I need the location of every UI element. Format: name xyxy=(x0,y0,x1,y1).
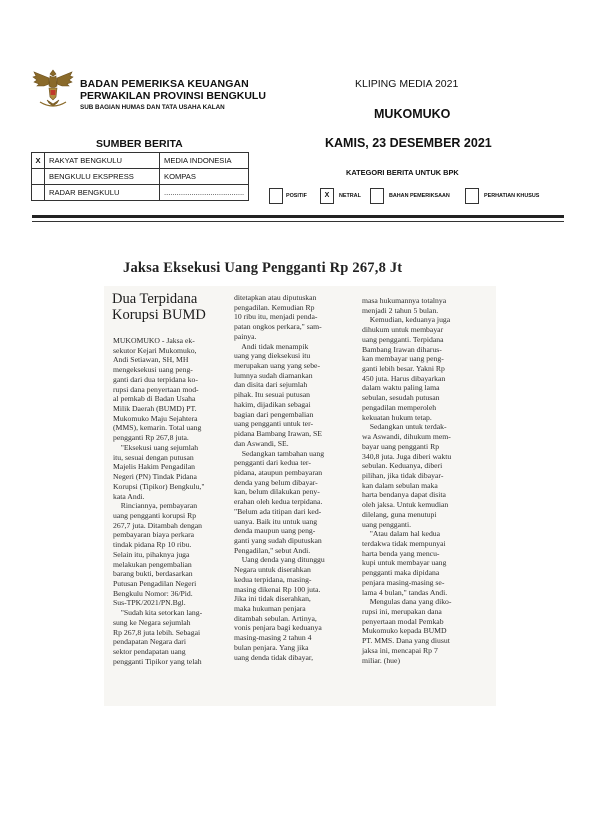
sources-title: SUMBER BERITA xyxy=(96,138,183,150)
source-mark: X xyxy=(32,153,45,169)
source-name: RADAR BENGKULU xyxy=(45,185,160,201)
source-name: KOMPAS xyxy=(160,169,249,185)
header-divider-thin xyxy=(32,221,564,222)
source-name: BENGKULU EKSPRESS xyxy=(45,169,160,185)
source-row xyxy=(32,153,249,169)
category-positif-label: POSITIF xyxy=(286,193,307,199)
source-name: RAKYAT BENGKULU xyxy=(45,153,160,169)
article-column-1: MUKOMUKO - Jaksa ek- sekutor Kejari Mukomuko, Andi Setiawan, SH, MH mengeksekusi uang peng- ganti dari dua terpidana ko- rupsi dana penyertaan mod- al pemkab di Badan Usaha Milik Daerah (BUMD) PT. Mukomuko Maju Sejahtera (MMS), kemarin. Total uang pengganti Rp 267,8 juta. "Eksekusi uang sejumlah itu, sesuai dengan putusan Majelis Hakim Pengadilan Negeri (PN) Tindak Pidana Korupsi (Tipikor) Bengkulu," kata Andi. Rinciannya, pembayaran uang pengganti korupsi Rp 267,7 juta. Ditambah dengan pembayaran biaya perkara tindak pidana Rp 10 ribu. Selain itu, pihaknya juga melakukan pengembalian barang bukti, berdasarkan Putusan Pengadilan Negeri Bengkulu Nomor: 36/Pid. Sus-TPK/2021/PN.Bgl. "Sudah kita setorkan lang- sung ke Negara sejumlah Rp 267,8 juta lebih. Sebagai pendapatan Negara dari sektor pendapatan uang pengganti Tipikor yang telah xyxy=(113,336,205,666)
category-bahan-label: BAHAN PEMERIKSAAN xyxy=(389,193,450,199)
org-name-line3: SUB BAGIAN HUMAS DAN TATA USAHA KALAN xyxy=(80,104,225,111)
category-title: KATEGORI BERITA UNTUK BPK xyxy=(346,168,459,177)
sources-table xyxy=(31,152,249,201)
category-netral-label: NETRAL xyxy=(339,193,361,199)
category-netral-checkbox: X xyxy=(320,188,334,204)
header-divider xyxy=(32,215,564,218)
article-headline: Jaksa Eksekusi Uang Pengganti Rp 267,8 Jt xyxy=(123,260,403,276)
article-subhead: Dua Terpidana Korupsi BUMD xyxy=(112,291,206,323)
region-title: MUKOMUKO xyxy=(374,107,451,121)
garuda-emblem-icon xyxy=(30,64,76,110)
category-perhatian-checkbox xyxy=(465,188,479,204)
kliping-title: KLIPING MEDIA 2021 xyxy=(355,78,459,90)
article-column-2: ditetapkan atau diputuskan pengadilan. Kemudian Rp 10 ribu itu, menjadi penda- patan ongkos perkara," sam- painya. Andi tidak menampik uang yang dieksekusi itu merupakan uang yang sebe- lumnya sudah diamankan dan disita dari sejumlah pihak. Itu sesuai putusan hakim, dijadikan sebagai bagian dari pengembalian uang pengganti untuk ter- pidana Bambang Irawan, SE dan Aswandi, SE. Sedangkan tambahan uang pengganti dari kedua ter- pidana, ataupun pembayaran denda yang belum dibayar- kan, belum dilakukan peny- erahan oleh kedua terpidana. "Belum ada titipan dari ked- uanya. Baik itu untuk uang denda maupun uang peng- ganti yang sudah diputuskan Pengadilan," sebut Andi. Uang denda yang ditunggu Negara untuk diserahkan kedua terpidana, masing- masing dikenai Rp 100 juta. Jika ini tidak diserahkan, maka hukuman penjara ditambah sebulan. Artinya, vonis penjara bagi keduanya masing-masing 2 tahun 4 bulan penjara. Yang jika uang denda tidak dibayar, xyxy=(234,293,325,662)
org-name-line1: BADAN PEMERIKSA KEUANGAN xyxy=(80,78,249,90)
source-name: ...................................... xyxy=(160,185,249,201)
category-perhatian-label: PERHATIAN KHUSUS xyxy=(484,193,540,199)
source-row xyxy=(32,169,249,185)
category-bahan-checkbox xyxy=(370,188,384,204)
org-name-line2: PERWAKILAN PROVINSI BENGKULU xyxy=(80,90,266,102)
date-title: KAMIS, 23 DESEMBER 2021 xyxy=(325,136,492,150)
source-mark xyxy=(32,169,45,185)
source-name: MEDIA INDONESIA xyxy=(160,153,249,169)
category-positif-checkbox xyxy=(269,188,283,204)
article-column-3: masa hukumannya totalnya menjadi 2 tahun 5 bulan. Kemudian, keduanya juga dihukum untuk membayar uang pengganti. Terpidana Bambang Irawan diharus- kan membayar uang peng- ganti lebih besar. Yakni Rp 450 juta. Harus dibayarkan dalam waktu paling lama sebulan, sesudah putusan pengadilan memperoleh kekuatan hukum tetap. Sedangkan untuk terdak- wa Aswandi, dihukum mem- bayar uang pengganti Rp 340,8 juta. Juga diberi waktu sebulan. Keduanya, diberi pilihan, jika tidak dibayar- kan dalam sebulan maka harta bendanya dapat disita oleh jaksa. Untuk kemudian dilelang, guna menutupi uang pengganti. "Atau dalam hal kedua terdakwa tidak mempunyai harta benda yang mencu- kupi untuk membayar uang pengganti maka dipidana penjara masing-masing se- lama 4 bulan," tandas Andi. Mengulas dana yang diko- rupsi ini, merupakan dana penyertaan modal Pemkab Mukomuko kepada BUMD PT. MMS. Dana yang diusut jaksa ini, mencapai Rp 7 miliar. (hue) xyxy=(362,296,452,665)
source-mark xyxy=(32,185,45,201)
source-row xyxy=(32,185,249,201)
